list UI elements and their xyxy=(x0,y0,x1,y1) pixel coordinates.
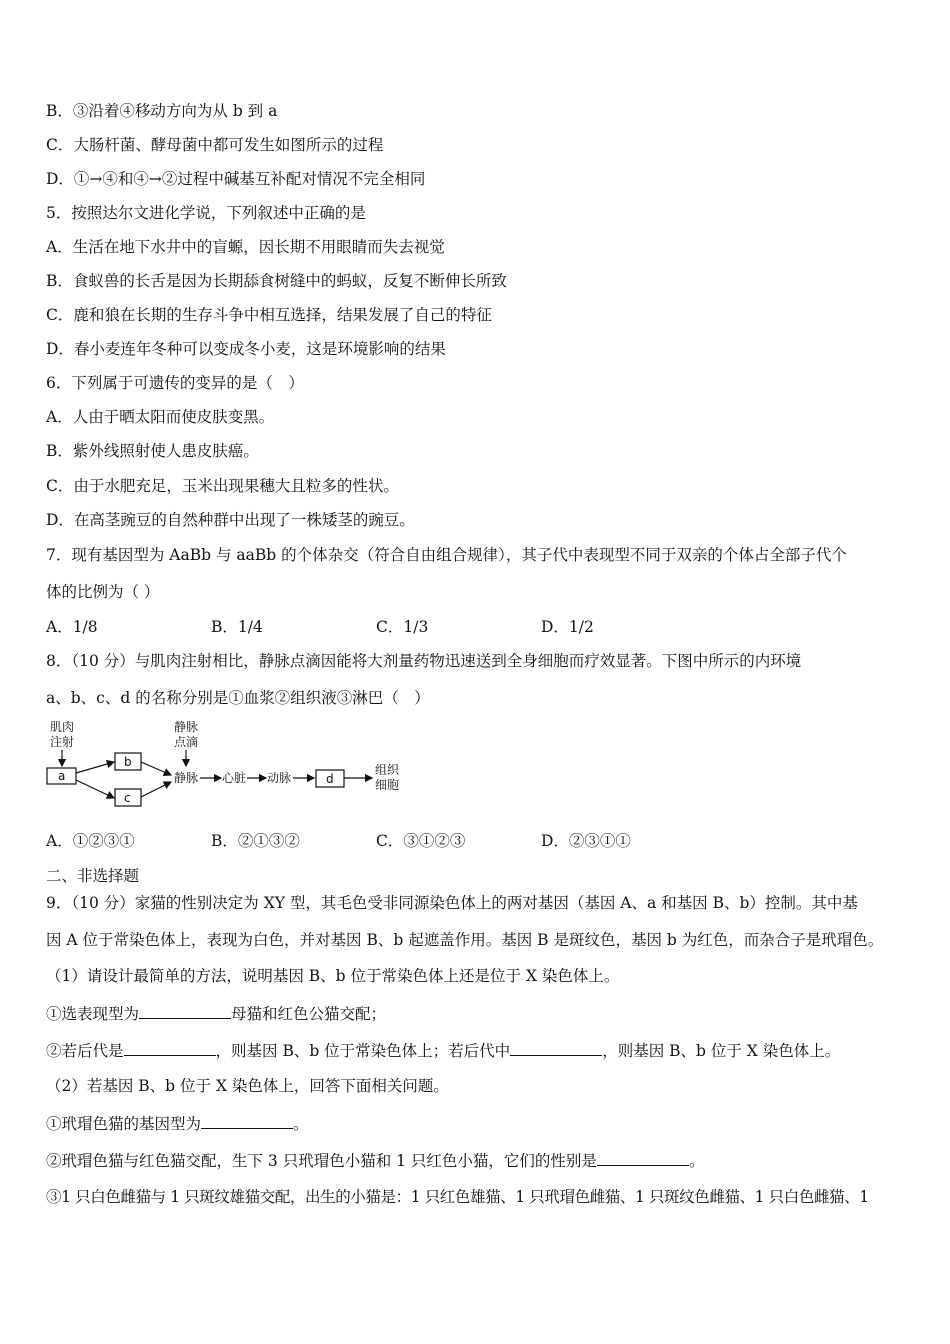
q9-p2a-pre: ①玳瑁色猫的基因型为 xyxy=(46,1115,202,1133)
label-heart: 心脏 xyxy=(222,771,247,785)
q9-stem-line1: 9．（10 分）家猫的性别决定为 XY 型，其毛色受非同源染色体上的两对基因（基因 A、a 和基因 B、b）控制。其中基 xyxy=(46,894,858,912)
q4-option-b: B．③沿着④移动方向为从 b 到 a xyxy=(46,102,278,120)
q9-p2b-pre: ②玳瑁色猫与红色猫交配，生下 3 只玳瑁色小猫和 1 只红色小猫，它们的性别是 xyxy=(46,1152,597,1170)
q9-p1b-mid: ，则基因 B、b 位于常染色体上；若后代中 xyxy=(215,1042,511,1060)
arrow-a-to-b xyxy=(76,762,114,773)
q9-part2-item2 xyxy=(46,1150,704,1171)
q8-option-a: A．①②③① xyxy=(46,832,135,850)
q8-option-b: B．②①③② xyxy=(211,832,300,850)
q8-stem-line2: a、b、c、d 的名称分别是①血浆②组织液③淋巴（ ） xyxy=(46,689,430,707)
q6-option-d: D．在高茎豌豆的自然种群中出现了一株矮茎的豌豆。 xyxy=(46,511,415,529)
q9-p1a-pre: ①选表现型为 xyxy=(46,1005,140,1023)
answer-blank-4[interactable] xyxy=(201,1113,293,1129)
q8-option-d: D．②③①① xyxy=(541,832,631,850)
answer-blank-5[interactable] xyxy=(597,1150,689,1166)
arrow-c-to-vein xyxy=(141,782,171,797)
q7-stem-line2: 体的比例为（ ） xyxy=(46,583,160,601)
q7-stem-line1: 7．现有基因型为 AaBb 与 aaBb 的个体杂交（符合自由组合规律），其子代中表现型不同于双亲的个体占全部子代个 xyxy=(46,546,847,564)
q5-stem: 5．按照达尔文进化学说，下列叙述中正确的是 xyxy=(46,204,366,222)
q5-option-c: C．鹿和狼在长期的生存斗争中相互选择，结果发展了自己的特征 xyxy=(46,306,492,324)
q7-option-c: C．1/3 xyxy=(376,618,429,636)
q4-option-d: D．①→④和④→②过程中碱基互补配对情况不完全相同 xyxy=(46,170,426,188)
q9-p2b-post: 。 xyxy=(688,1152,705,1170)
label-iv-drip-2: 点滴 xyxy=(174,735,199,749)
box-c-label: c xyxy=(124,791,131,805)
q9-stem-line2: 因 A 位于常染色体上，表现为白色，并对基因 B、b 起遮盖作用。基因 B 是斑纹色，基因 b 为红色，而杂合子是玳瑁色。 xyxy=(46,931,884,949)
box-b-label: b xyxy=(124,755,132,769)
q6-option-b: B．紫外线照射使人患皮肤癌。 xyxy=(46,442,259,460)
box-d-label: d xyxy=(326,772,334,786)
label-tissue-cells-2: 细胞 xyxy=(375,778,400,792)
q6-option-c: C．由于水肥充足，玉米出现果穗大且粒多的性状。 xyxy=(46,477,399,495)
q9-part1-item1 xyxy=(46,1003,386,1024)
q7-options xyxy=(46,617,906,637)
q7-option-d: D．1/2 xyxy=(541,618,594,636)
q9-p1a-post: 母猫和红色公猫交配； xyxy=(231,1005,387,1023)
internal-environment-diagram xyxy=(44,718,414,818)
q8-options xyxy=(46,831,906,851)
q4-option-c: C．大肠杆菌、酵母菌中都可发生如图所示的过程 xyxy=(46,136,384,154)
q5-option-d: D．春小麦连年冬种可以变成冬小麦，这是环境影响的结果 xyxy=(46,340,446,358)
arrow-a-to-c xyxy=(76,780,114,798)
q8-stem-line1: 8．（10 分）与肌肉注射相比，静脉点滴因能将大剂量药物迅速送到全身细胞而疗效显著。下图中所示的内环境 xyxy=(46,652,802,670)
q7-option-b: B．1/4 xyxy=(211,618,263,636)
q9-p2a-post: 。 xyxy=(293,1115,309,1133)
q9-part2-item1 xyxy=(46,1113,309,1134)
q6-stem: 6．下列属于可遗传的变异的是（ ） xyxy=(46,374,304,392)
label-intramuscular-1: 肌肉 xyxy=(50,720,75,734)
q8-option-c: C．③①②③ xyxy=(376,832,466,850)
q9-part1: （1）请设计最简单的方法，说明基因 B、b 位于常染色体上还是位于 X 染色体上。 xyxy=(46,967,620,985)
q7-option-a: A．1/8 xyxy=(46,618,98,636)
answer-blank-1[interactable] xyxy=(139,1003,231,1019)
q9-part2: （2）若基因 B、b 位于 X 染色体上，回答下面相关问题。 xyxy=(46,1077,449,1095)
answer-blank-3[interactable] xyxy=(510,1040,602,1056)
q5-option-a: A．生活在地下水井中的盲螈，因长期不用眼睛而失去视觉 xyxy=(46,238,445,256)
q6-option-a: A．人由于晒太阳而使皮肤变黑。 xyxy=(46,408,275,426)
q9-part1-item2 xyxy=(46,1040,840,1061)
q9-p1b-pre: ②若后代是 xyxy=(46,1042,124,1060)
q9-p1b-post: ，则基因 B、b 位于 X 染色体上。 xyxy=(602,1042,841,1060)
arrow-b-to-vein xyxy=(141,762,171,775)
label-tissue-cells-1: 组织 xyxy=(375,763,400,777)
label-vein: 静脉 xyxy=(174,771,199,785)
label-artery: 动脉 xyxy=(267,771,292,785)
label-iv-drip-1: 静脉 xyxy=(174,720,199,734)
q9-part2-item3: ③1 只白色雌猫与 1 只斑纹雄猫交配，出生的小猫是：1 只红色雄猫、1 只玳瑁色雌猫、1 只斑纹色雌猫、1 只白色雌猫、1 xyxy=(46,1188,869,1206)
section-heading: 二、非选择题 xyxy=(46,867,140,885)
box-a-label: a xyxy=(58,769,66,783)
q5-option-b: B．食蚁兽的长舌是因为长期舔食树缝中的蚂蚁，反复不断伸长所致 xyxy=(46,272,507,290)
answer-blank-2[interactable] xyxy=(124,1040,216,1056)
label-intramuscular-2: 注射 xyxy=(50,735,75,749)
